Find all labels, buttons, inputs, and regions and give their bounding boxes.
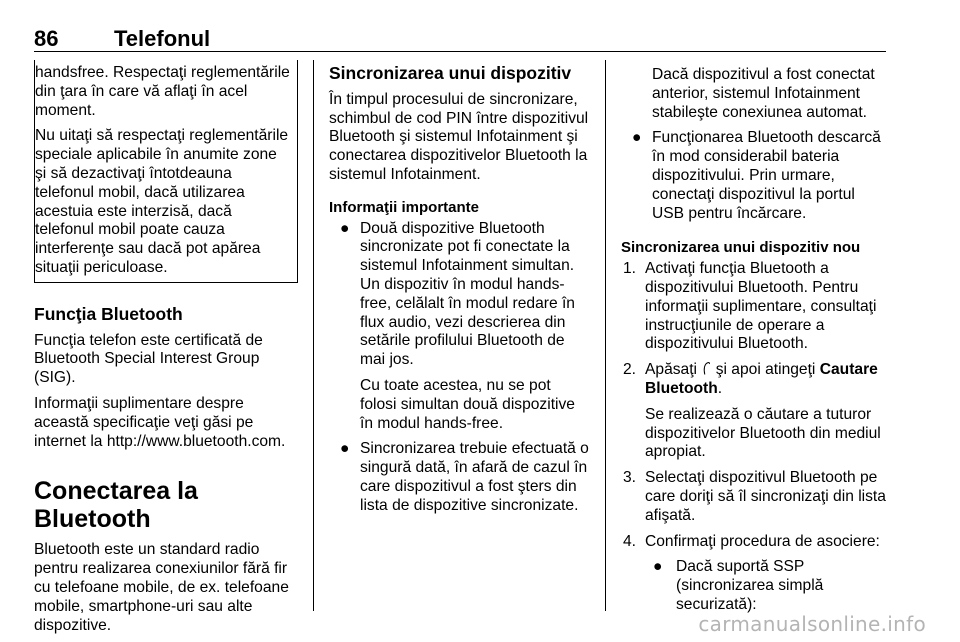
step-number: 4. (623, 532, 637, 550)
step-continuation: Se realizează o căutare a tuturor dispozitivelor Bluetooth din mediul apropiat. (645, 405, 881, 461)
paragraph: În timpul procesului de sincronizare, schimbul de cod PIN între dispozitivul Bluetooth şi sistemul Infotainment şi conectarea dispozitivelor Bluetooth la sistemul Infotainment. (329, 90, 589, 183)
numbered-step (621, 260, 889, 354)
list-item (329, 440, 591, 515)
search-bluetooth-label: Cautare Bluetooth (645, 361, 878, 397)
step-number: 1. (623, 260, 637, 278)
watermark: carmanualsonline.info (698, 612, 926, 636)
step-text-end: . (717, 379, 723, 397)
page-header (34, 26, 886, 52)
column-divider (313, 60, 314, 611)
list-item-text: Funcţionarea Bluetooth descarcă în mod considerabil bateria dispozitivului. Prin urmare, conectaţi dispozitivul la portul USB pentru încărcare. (652, 129, 881, 222)
notice-paragraph: handsfree. Respectaţi reglementările din ţara în care vă aflaţi în acel moment. (35, 64, 290, 119)
sync-heading: Sincronizarea unui dispozitiv (329, 63, 572, 83)
numbered-step (621, 469, 889, 525)
paragraph: Informaţii suplimentare despre această specificaţie veţi găsi pe internet la http://www.bluetooth.com. (34, 394, 286, 450)
list-item-text: Sincronizarea trebuie efectuată o singură dată, în afară de cazul în care dispozitivul a fost şters din lista de dispozitive sincronizate. (360, 440, 589, 514)
header-divider (34, 51, 886, 52)
paragraph: Funcţia telefon este certificată de Bluetooth Special Interest Group (SIG). (34, 331, 263, 387)
bullet-icon: ● (340, 440, 350, 458)
list-item-text: Dacă suportă SSP (sincronizarea simplă securizată): (676, 558, 824, 613)
column-1 (34, 60, 298, 642)
step-text-middle: şi apoi atingeţi (715, 361, 816, 379)
phone-icon (701, 361, 711, 376)
step-text: Activaţi funcţia Bluetooth a dispozitivului Bluetooth. Pentru informaţii suplimentare, consultaţi instrucţiunile de operare a dispozitivului Bluetooth. (645, 260, 877, 353)
paragraph: Bluetooth este un standard radio pentru realizarea conexiunilor fără fir cu telefoane mobile, de ex. telefoane mobile, smartphone-uri sau alte dispozitive. (34, 541, 289, 634)
bullet-icon: ● (340, 219, 350, 237)
column-2 (329, 60, 591, 523)
bluetooth-connect-heading: Conectarea la Bluetooth (34, 477, 198, 534)
step-text-prefix: Apăsaţi (645, 361, 698, 379)
bluetooth-function-heading: Funcţia Bluetooth (34, 303, 183, 324)
notice-paragraph: Nu uitaţi să respectaţi reglementările speciale aplicabile în anumite zone şi să dezactivaţi întotdeauna telefonul mobil, dacă utilizarea acestuia este interzisă, dacă telefonul mobil poate cauza interferenţe sau dacă pot apărea situaţii periculoase. (35, 127, 289, 276)
step-text: Confirmaţi procedura de asociere: (645, 532, 880, 550)
new-device-heading: Sincronizarea unui dispozitiv nou (621, 239, 861, 257)
page-number: 86 (34, 26, 59, 51)
sub-list-item (621, 558, 889, 614)
step-number: 3. (623, 469, 637, 487)
list-item-continuation: Cu toate acestea, nu se pot folosi simultan două dispozitive în modul hands-free. (360, 376, 575, 432)
page-title: Telefonul (114, 26, 211, 51)
numbered-step (621, 361, 889, 399)
step-number: 2. (623, 361, 637, 379)
important-info-heading: Informaţii importante (329, 198, 480, 216)
numbered-step (621, 533, 889, 552)
list-item (329, 220, 591, 370)
list-item-continuation: Dacă dispozitivul a fost conectat anterior, sistemul Infotainment stabileşte conexiunea automat. (652, 66, 875, 121)
bullet-icon: ● (653, 558, 663, 576)
column-3 (621, 60, 889, 615)
notice-box (34, 60, 298, 283)
column-divider (605, 60, 606, 611)
list-item-text: Două dispozitive Bluetooth sincronizate pot fi conectate la sistemul Infotainment simultan. Un dispozitiv în modul hands-free, celălalt în modul redare în flux audio, vezi descrierea din setările profilului Bluetooth de mai jos. (360, 219, 575, 369)
list-item (621, 129, 889, 223)
bullet-icon: ● (632, 129, 642, 147)
step-text: Selectaţi dispozitivul Bluetooth pe care doriţi să îl sincronizaţi din lista afişată. (645, 469, 886, 524)
